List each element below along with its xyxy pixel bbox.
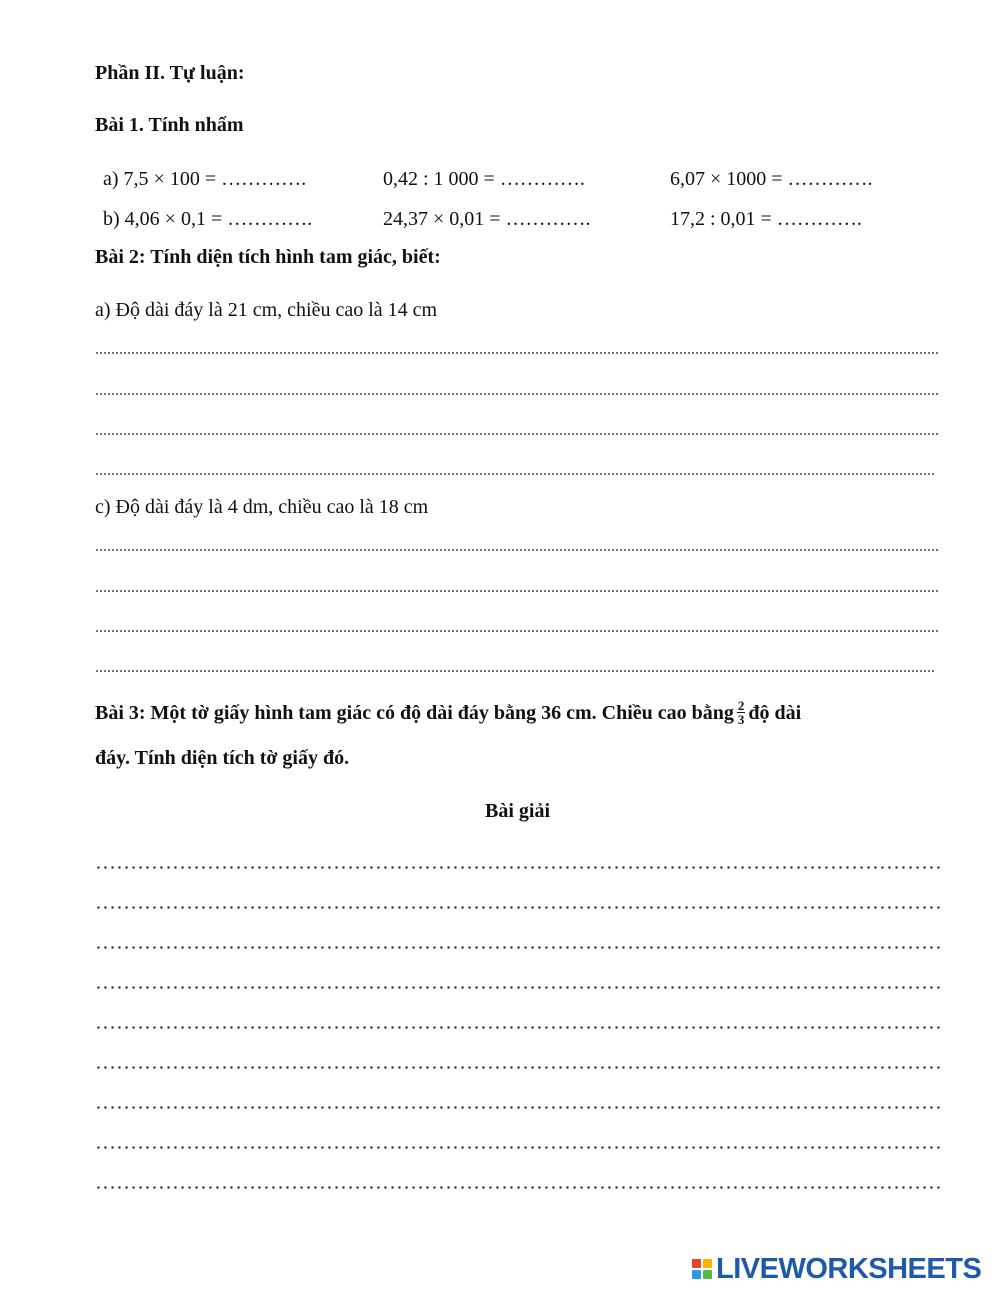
liveworksheets-logo bbox=[692, 1254, 981, 1284]
fraction-denominator: 3 bbox=[737, 712, 745, 727]
logo-grid-icon bbox=[692, 1259, 712, 1279]
answer-line[interactable] bbox=[95, 549, 940, 551]
calc-a2: 0,42 : 1 000 = …………. bbox=[383, 168, 585, 190]
bai3-line2: đáy. Tính diện tích tờ giấy đó. bbox=[95, 747, 350, 769]
answer-line[interactable] bbox=[95, 473, 935, 475]
logo-square bbox=[703, 1270, 712, 1279]
solution-line[interactable] bbox=[95, 946, 940, 949]
bai2-title: Bài 2: Tính diện tích hình tam giác, biết: bbox=[95, 246, 441, 268]
fraction bbox=[737, 699, 746, 726]
calc-a3: 6,07 × 1000 = …………. bbox=[670, 168, 873, 190]
solution-line[interactable] bbox=[95, 1066, 940, 1069]
calc-a1: a) 7,5 × 100 = …………. bbox=[103, 168, 307, 190]
solution-line[interactable] bbox=[95, 1026, 940, 1029]
solution-line[interactable] bbox=[95, 1186, 940, 1189]
answer-line[interactable] bbox=[95, 352, 940, 354]
bai2-part-a: a) Độ dài đáy là 21 cm, chiều cao là 14 cm bbox=[95, 299, 438, 321]
solution-line[interactable] bbox=[95, 1106, 940, 1109]
bai3-text-before: Bài 3: Một tờ giấy hình tam giác có độ dài đáy bằng 36 cm. Chiều cao bằng bbox=[95, 702, 734, 725]
bai2-part-c: c) Độ dài đáy là 4 dm, chiều cao là 18 cm bbox=[95, 496, 429, 518]
logo-square bbox=[703, 1259, 712, 1268]
answer-line[interactable] bbox=[95, 590, 940, 592]
logo-square bbox=[692, 1259, 701, 1268]
solution-line[interactable] bbox=[95, 866, 940, 869]
solution-line[interactable] bbox=[95, 986, 940, 989]
answer-line[interactable] bbox=[95, 630, 940, 632]
answer-line[interactable] bbox=[95, 393, 940, 395]
bai1-title: Bài 1. Tính nhẩm bbox=[95, 114, 244, 136]
logo-text: LIVEWORKSHEETS bbox=[716, 1252, 982, 1285]
calc-b2: 24,37 × 0,01 = …………. bbox=[383, 208, 591, 230]
bai3-line1 bbox=[95, 698, 802, 728]
logo-square bbox=[692, 1270, 701, 1279]
solution-line[interactable] bbox=[95, 1146, 940, 1149]
calc-b1: b) 4,06 × 0,1 = …………. bbox=[103, 208, 313, 230]
bai3-text-after: độ dài bbox=[748, 702, 802, 725]
answer-line[interactable] bbox=[95, 670, 935, 672]
section-title: Phần II. Tự luận: bbox=[95, 62, 245, 84]
solution-heading: Bài giải bbox=[484, 800, 550, 822]
fraction-numerator: 2 bbox=[737, 698, 745, 713]
answer-line[interactable] bbox=[95, 433, 940, 435]
solution-line[interactable] bbox=[95, 906, 940, 909]
calc-b3: 17,2 : 0,01 = …………. bbox=[670, 208, 862, 230]
